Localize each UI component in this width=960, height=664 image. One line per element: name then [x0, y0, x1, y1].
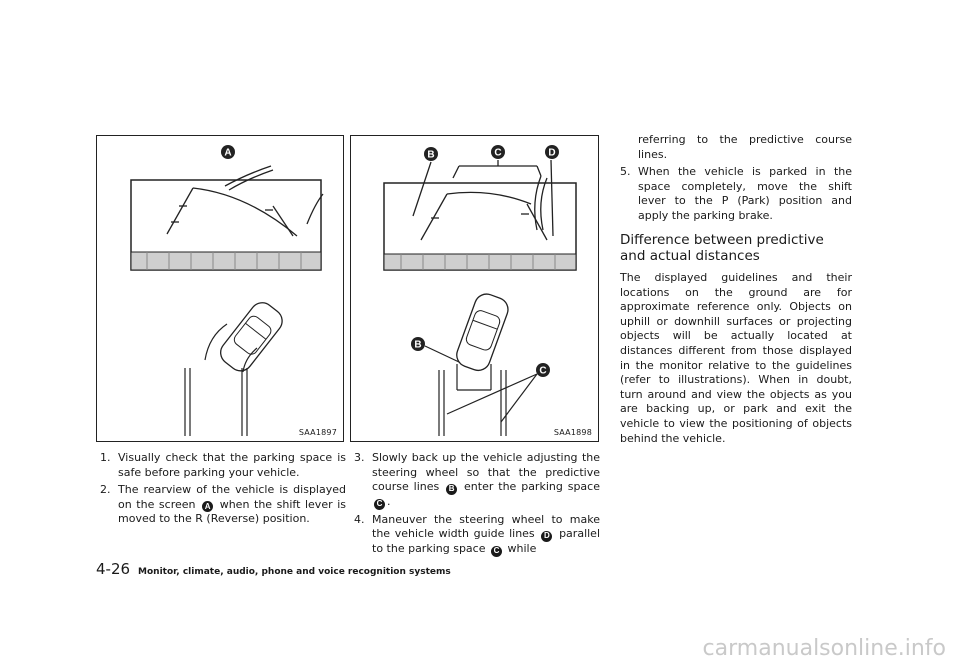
step-text-part: when the shift lever is moved to the R (Reverse) position.: [118, 497, 346, 526]
step-2: [100, 483, 346, 527]
step-text: referring to the predictive course lines.: [638, 133, 852, 161]
marker-b-icon: B: [446, 484, 457, 495]
callout-d-label: D: [548, 147, 556, 159]
step-text-part: Slowly back up the vehicle adjusting the steering wheel so that the predictive course lines: [372, 451, 600, 493]
step-number: 1.: [100, 451, 111, 464]
page-number: 4-26: [96, 560, 131, 578]
car-icon: [216, 298, 287, 376]
figure-saa1898: [350, 135, 599, 442]
figure-saa1897-drawing: [97, 136, 345, 443]
steps-middle: [354, 451, 600, 560]
chapter-title: Monitor, climate, audio, phone and voice recognition systems: [138, 567, 451, 577]
step-4: [354, 513, 600, 557]
step-number: 2.: [100, 483, 111, 496]
step-text-part: .: [387, 494, 391, 508]
page-footer: [96, 560, 451, 578]
figure-saa1897: [96, 135, 344, 442]
step-text: When the vehicle is parked in the space completely, move the shift lever to the P (Park) position and apply the parking brake.: [638, 165, 852, 222]
step-number: 5.: [620, 165, 631, 178]
step-text: [372, 513, 600, 557]
step-text-part: Maneuver the steering wheel to make the vehicle width guide lines: [372, 512, 600, 540]
step-number: 4.: [354, 512, 365, 526]
figure-code: SAA1897: [298, 428, 337, 437]
step-text: Visually check that the parking space is safe before parking your vehicle.: [118, 451, 346, 479]
step-text: [372, 451, 600, 510]
step-3: [354, 451, 600, 510]
callout-b-label: B: [414, 339, 422, 351]
step-text-part: The rearview of the vehicle is displayed on the screen: [118, 483, 346, 511]
bumper-strip: [384, 254, 576, 270]
step-text-part: parallel to the parking space: [372, 527, 601, 555]
section-heading: Difference between predictive and actual distances: [620, 232, 824, 264]
step-text-part: enter the parking space: [464, 480, 600, 493]
step-1: [100, 451, 346, 480]
marker-c-icon: C: [374, 499, 385, 510]
figure-code: SAA1898: [553, 428, 592, 437]
car-icon: [453, 291, 511, 374]
callout-c-label: C: [494, 147, 502, 159]
bumper-strip: [131, 252, 321, 270]
parking-lines: [185, 368, 247, 436]
marker-a-icon: A: [202, 501, 213, 512]
callout-b-label: B: [427, 149, 435, 161]
step-text: [118, 483, 346, 527]
step-number: 3.: [354, 451, 365, 464]
steps-right: [620, 133, 852, 226]
callout-a-label: A: [224, 147, 232, 159]
step-text-part: while: [507, 541, 537, 555]
section-paragraph: The displayed guidelines and their locations on the ground are for approximate reference only. Objects on uphill or downhill surfaces or projecting objects will be actually located at distances different from those displayed in the monitor relative to the guidelines (refer to illustrations). When in doubt, turn around and view the objects as you are backing up, or park and exit the vehicle to view the positioning of objects behind the vehicle.: [620, 271, 852, 445]
steps-left: [100, 451, 346, 530]
step-5: [620, 165, 852, 223]
marker-c-icon: C: [491, 546, 502, 557]
figure-saa1898-drawing: [351, 136, 600, 443]
step-4-continued: [620, 133, 852, 162]
marker-d-icon: D: [541, 531, 552, 542]
watermark: carmanualsonline.info: [702, 636, 946, 661]
callout-c-label: C: [539, 365, 547, 377]
